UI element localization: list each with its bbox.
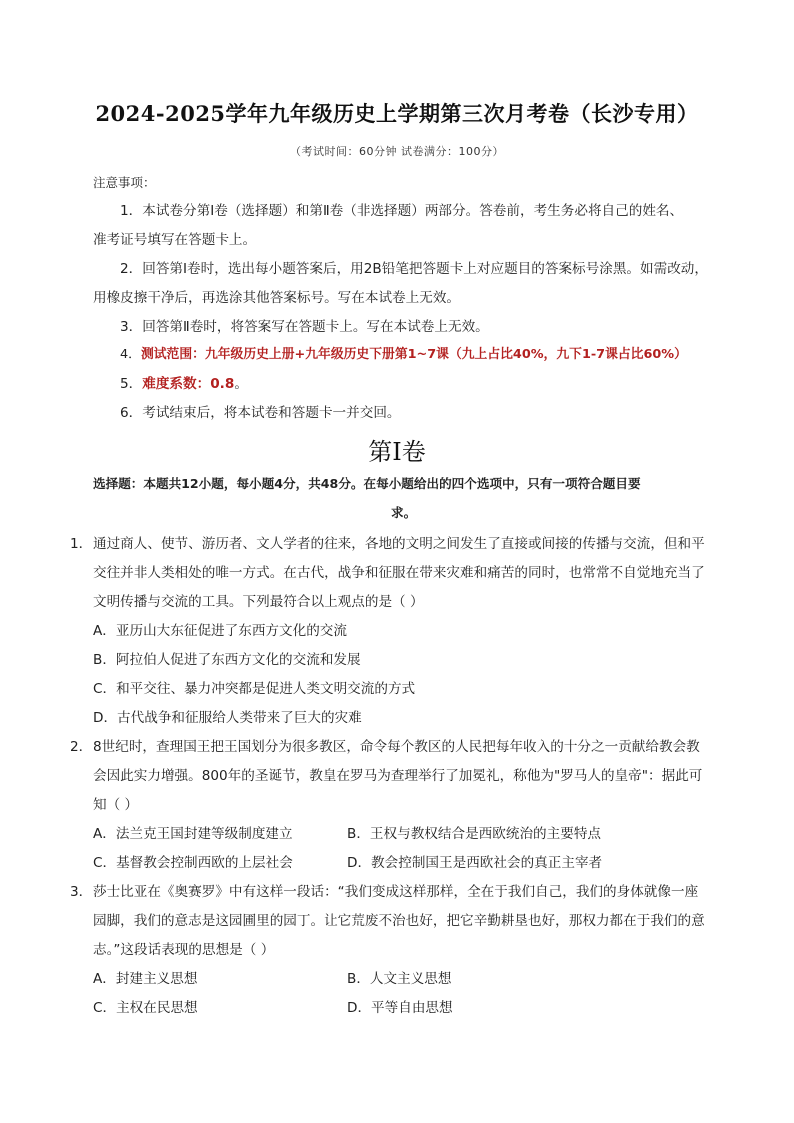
option-c[interactable]: C．基督教会控制西欧的上层社会 — [93, 855, 293, 871]
question-text: 志。”这段话表现的思想是（ ） — [93, 942, 275, 958]
page-title: 2024-2025学年九年级历史上学期第三次月考卷（长沙专用） — [95, 101, 699, 126]
notice-item-6: 6．考试结束后，将本试卷和答题卡一并交回。 — [120, 405, 401, 421]
option-c[interactable]: C．和平交往、暴力冲突都是促进人类文明交流的方式 — [93, 681, 416, 697]
option-b[interactable]: B．人文主义思想 — [347, 971, 452, 987]
notice-item-2-cont: 用橡皮擦干净后，再选涂其他答案标号。写在本试卷上无效。 — [93, 290, 461, 306]
difficulty-value: ：0.8 — [196, 376, 235, 392]
option-a[interactable]: A．封建主义思想 — [93, 971, 198, 987]
notice-item-5 — [120, 374, 248, 394]
question-text: 知（ ） — [93, 797, 139, 813]
question-text: 莎士比亚在《奥赛罗》中有这样一段话：“我们变成这样那样，全在于我们自己，我们的身体就像一座 — [93, 884, 699, 900]
option-b[interactable]: B．阿拉伯人促进了东西方文化的交流和发展 — [93, 652, 361, 668]
section-instructions: 选择题：本题共12小题，每小题4分，共48分。在每小题给出的四个选项中，只有一项符合题目要 — [93, 476, 641, 491]
option-c[interactable]: C．主权在民思想 — [93, 1000, 198, 1016]
question-number: 3． — [70, 884, 93, 900]
difficulty-label: 难度系数 — [142, 376, 197, 392]
option-d[interactable]: D．教会控制国王是西欧社会的真正主宰者 — [347, 855, 603, 871]
volume-title: 第Ⅰ卷 — [368, 438, 426, 466]
notice-item-5-prefix: 5． — [120, 376, 143, 392]
notice-item-3: 3．回答第Ⅱ卷时，将答案写在答题卡上。写在本试卷上无效。 — [120, 319, 489, 335]
notice-item-5-end: 。 — [234, 376, 248, 392]
section-instructions-cont: 求。 — [391, 505, 417, 520]
question-number: 1． — [70, 536, 93, 552]
option-a[interactable]: A．法兰克王国封建等级制度建立 — [93, 826, 293, 842]
question-text: 8世纪时，查理国王把王国划分为很多教区，命令每个教区的人民把每年收入的十分之一贡献给教会教 — [93, 739, 700, 755]
exam-info: （考试时间：60分钟 试卷满分：100分） — [290, 145, 504, 158]
question-text: 文明传播与交流的工具。下列最符合以上观点的是（ ） — [93, 594, 424, 610]
notice-item-1-cont: 准考证号填写在答题卡上。 — [93, 232, 257, 248]
option-b[interactable]: B．王权与教权结合是西欧统治的主要特点 — [347, 826, 602, 842]
test-scope-text: ：九年级历史上册+九年级历史下册第1~7课（九上占比40%，九下1-7课占比60%） — [192, 347, 687, 362]
question-text: 园脚，我们的意志是这园圃里的园丁。让它荒废不治也好，把它辛勤耕垦也好，那权力都在于我们的意 — [93, 913, 705, 929]
question-text: 交往并非人类相处的唯一方式。在古代，战争和征服在带来灾难和痛苦的同时，也常常不自觉地充当了 — [93, 565, 705, 581]
question-number: 2． — [70, 739, 93, 755]
question-text: 会因此实力增强。800年的圣诞节，教皇在罗马为查理举行了加冕礼，称他为"罗马人的皇帝"：据此可 — [93, 768, 703, 784]
option-d[interactable]: D．古代战争和征服给人类带来了巨大的灾难 — [93, 710, 362, 726]
question-text: 通过商人、使节、游历者、文人学者的往来，各地的文明之间发生了直接或间接的传播与交流，但和平 — [93, 536, 705, 552]
notice-item-1: 1．本试卷分第Ⅰ卷（选择题）和第Ⅱ卷（非选择题）两部分。答卷前，考生务必将自己的姓名、 — [120, 203, 684, 219]
notice-item-2: 2．回答第Ⅰ卷时，选出每小题答案后，用2B铅笔把答题卡上对应题目的答案标号涂黑。如需改动， — [120, 261, 708, 277]
notice-heading: 注意事项： — [93, 175, 156, 190]
option-d[interactable]: D．平等自由思想 — [347, 1000, 453, 1016]
option-a[interactable]: A．亚历山大东征促进了东西方文化的交流 — [93, 623, 347, 639]
test-scope-label: 测试范围 — [140, 347, 193, 362]
notice-item-4-prefix: 4． — [120, 347, 141, 362]
notice-item-4 — [120, 345, 687, 365]
